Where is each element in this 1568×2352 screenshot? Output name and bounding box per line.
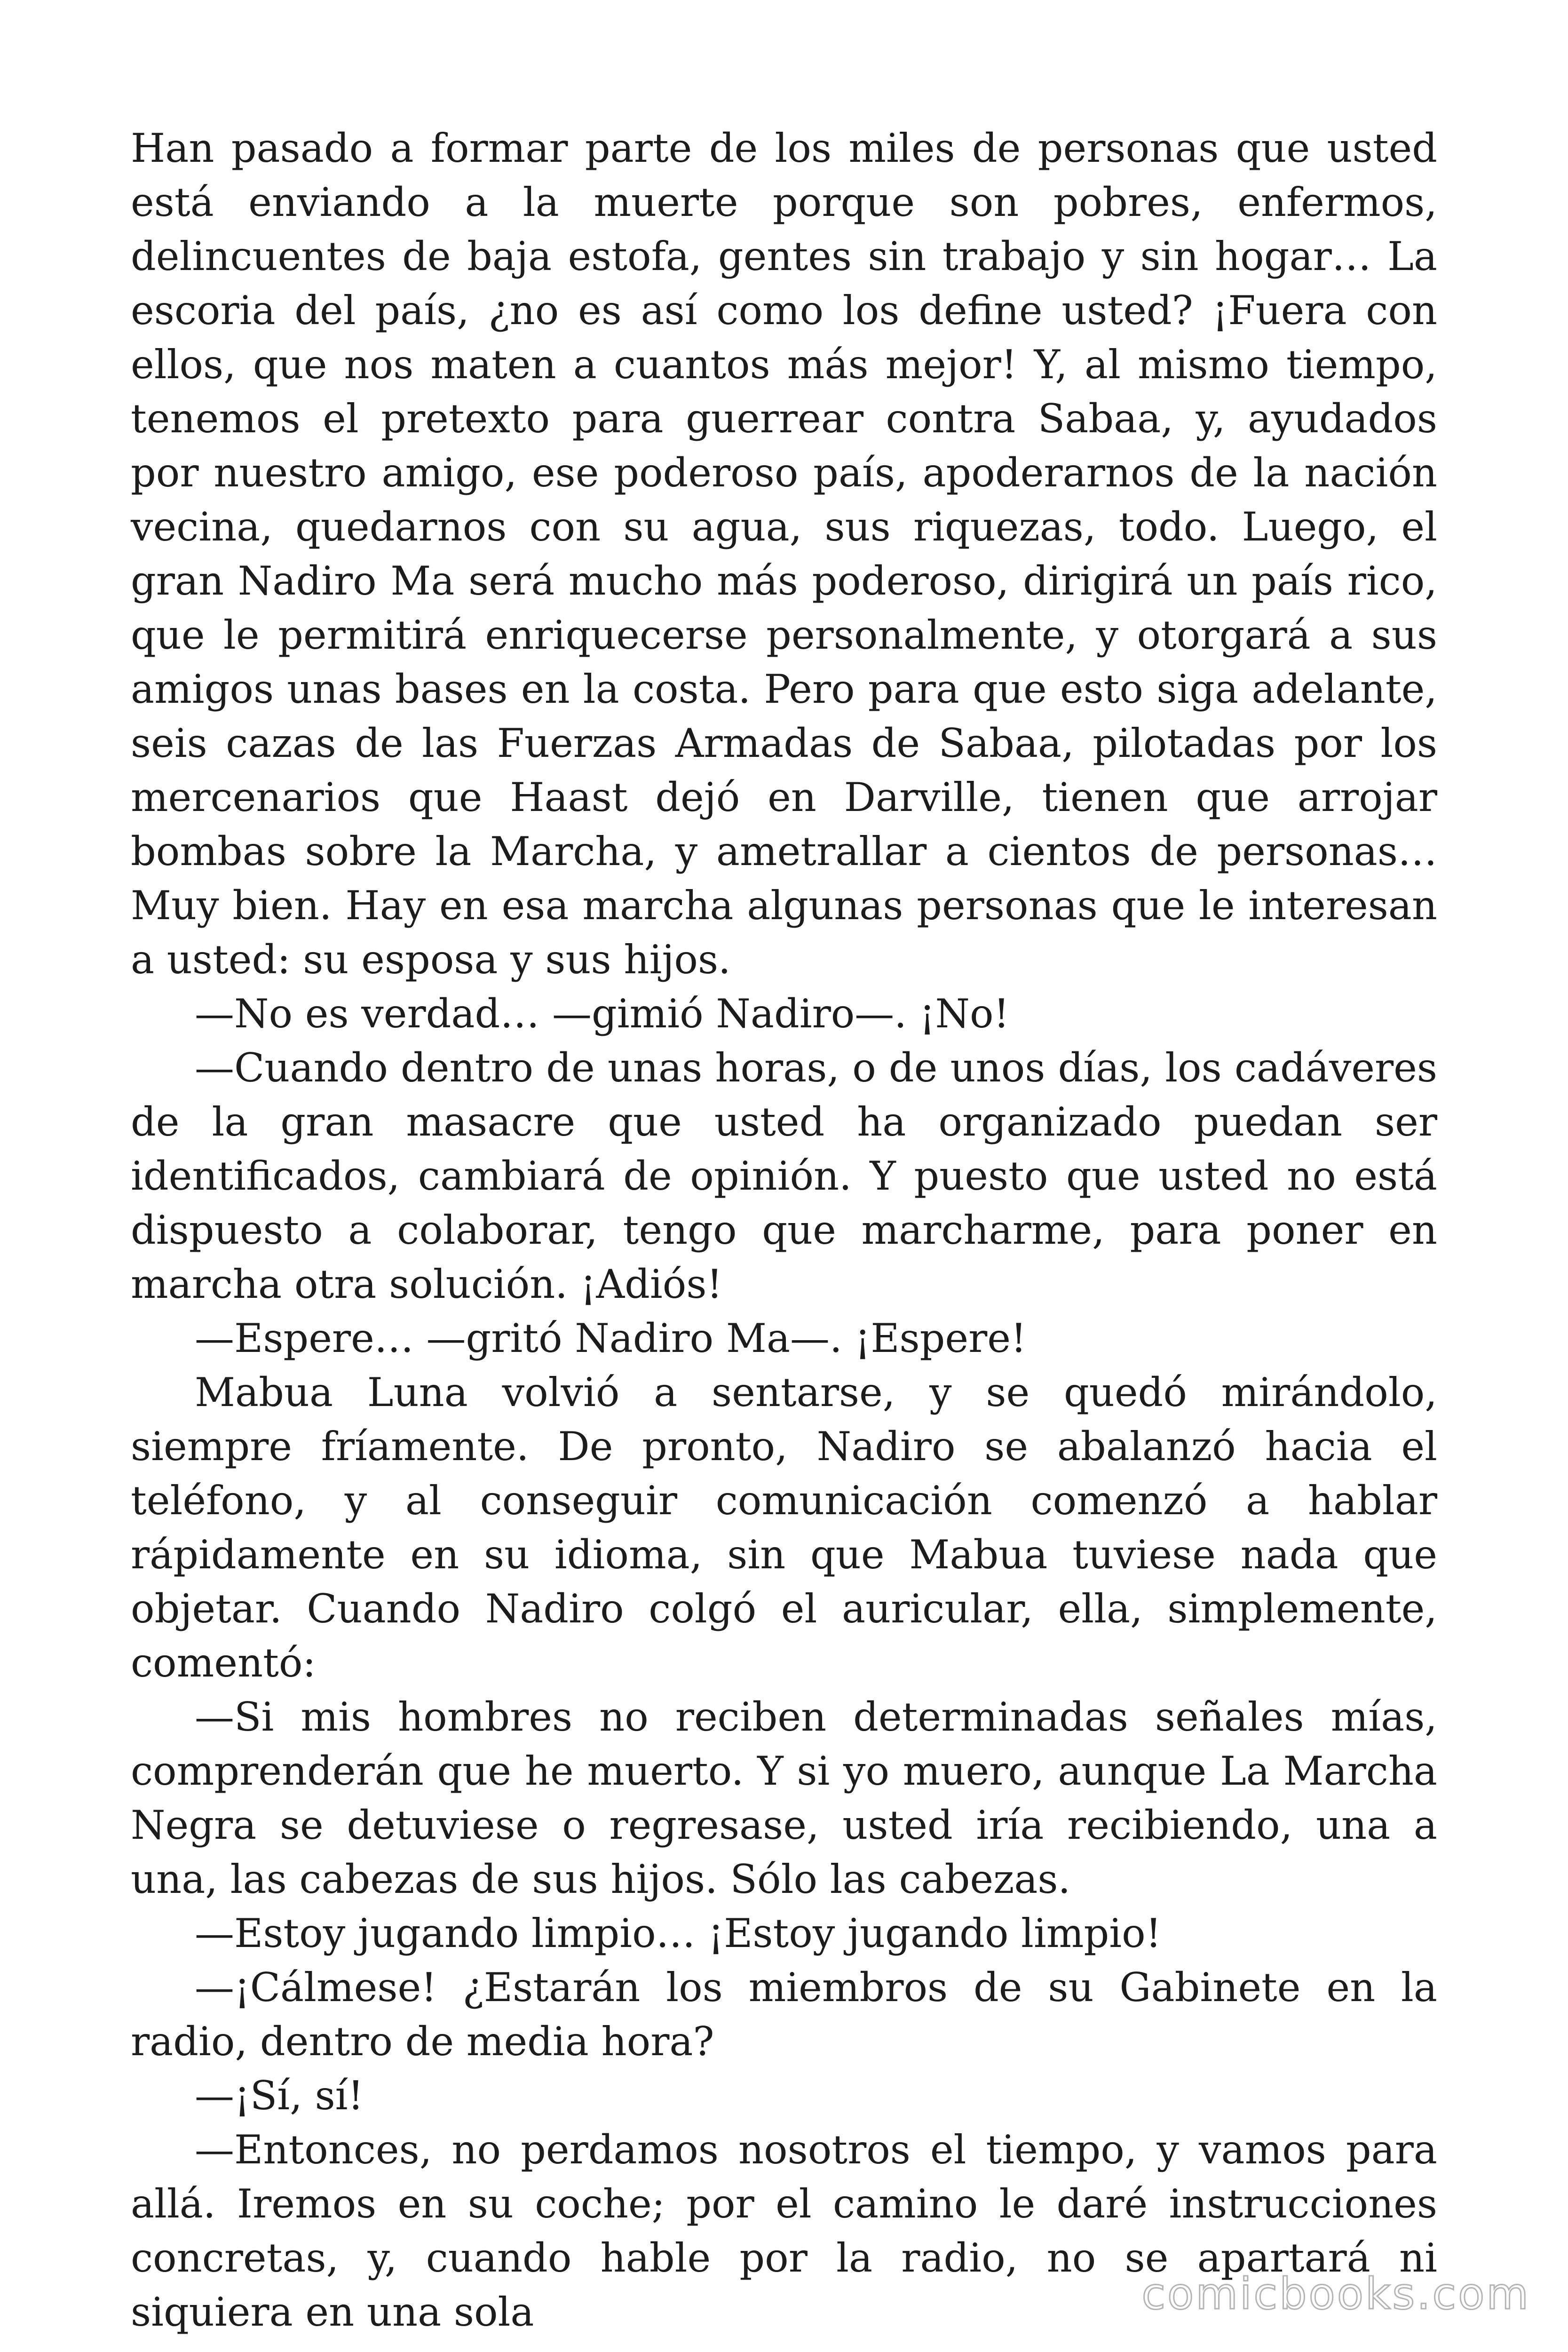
paragraph-7: —Estoy jugando limpio… ¡Estoy jugando limpio! [195, 1910, 1162, 1956]
paragraph-10: —Entonces, no perdamos nosotros el tiempo, y vamos para allá. Iremos en su coche; por el camino le daré instrucciones concretas, y, cuando hable por la radio, no se apartará ni siquiera en una sola [131, 2127, 1437, 2335]
paragraph-8: —¡Cálmese! ¿Estarán los miembros de su Gabinete en la radio, dentro de media hora? [131, 1964, 1437, 2065]
page-body [131, 121, 1437, 2339]
paragraph-1: Han pasado a formar parte de los miles de personas que usted está enviando a la muerte porque son pobres, enfermos, delincuentes de baja estofa, gentes sin trabajo y sin hogar… La escoria del país, ¿no es así como los define usted? ¡Fuera con ellos, que nos maten a cuantos más mejor! Y, al mismo tiempo, tenemos el pretexto para guerrear contra Sabaa, y, ayudados por nuestro amigo, ese poderoso país, apoderarnos de la nación vecina, quedarnos con su agua, sus riquezas, todo. Luego, el gran Nadiro Ma será mucho más poderoso, dirigirá un país rico, que le permitirá enriquecerse personalmente, y otorgará a sus amigos unas bases en la costa. Pero para que esto siga adelante, seis cazas de las Fuerzas Armadas de Sabaa, pilotadas por los mercenarios que Haast dejó en Darville, tienen que arrojar bombas sobre la Marcha, y ametrallar a cientos de personas… Muy bien. Hay en esa marcha algunas personas que le interesan a usted: su esposa y sus hijos. [131, 125, 1437, 983]
paragraph-5: Mabua Luna volvió a sentarse, y se quedó mirándolo, siempre fríamente. De pronto, Nadiro se abalanzó hacia el teléfono, y al conseguir comunicación comenzó a hablar rápidamente en su idioma, sin que Mabua tuviese nada que objetar. Cuando Nadiro colgó el auricular, ella, simplemente, comentó: [131, 1369, 1437, 1686]
paragraph-4: —Espere… —gritó Nadiro Ma—. ¡Espere! [195, 1315, 1027, 1361]
paragraph-6: —Si mis hombres no reciben determinadas señales mías, comprenderán que he muerto. Y si yo muero, aunque La Marcha Negra se detuviese o regresase, usted iría recibiendo, una a una, las cabezas de sus hijos. Sólo las cabezas. [131, 1694, 1437, 1902]
paragraph-3: —Cuando dentro de unas horas, o de unos días, los cadáveres de la gran masacre que usted ha organizado puedan ser identificados, cambiará de opinión. Y puesto que usted no está dispuesto a colaborar, tengo que marcharme, para poner en marcha otra solución. ¡Adiós! [131, 1045, 1437, 1307]
paragraph-2: —No es verdad… —gimió Nadiro—. ¡No! [195, 991, 1010, 1037]
paragraph-9: —¡Sí, sí! [195, 2073, 364, 2119]
watermark: comicbooks.com [1141, 2269, 1530, 2319]
